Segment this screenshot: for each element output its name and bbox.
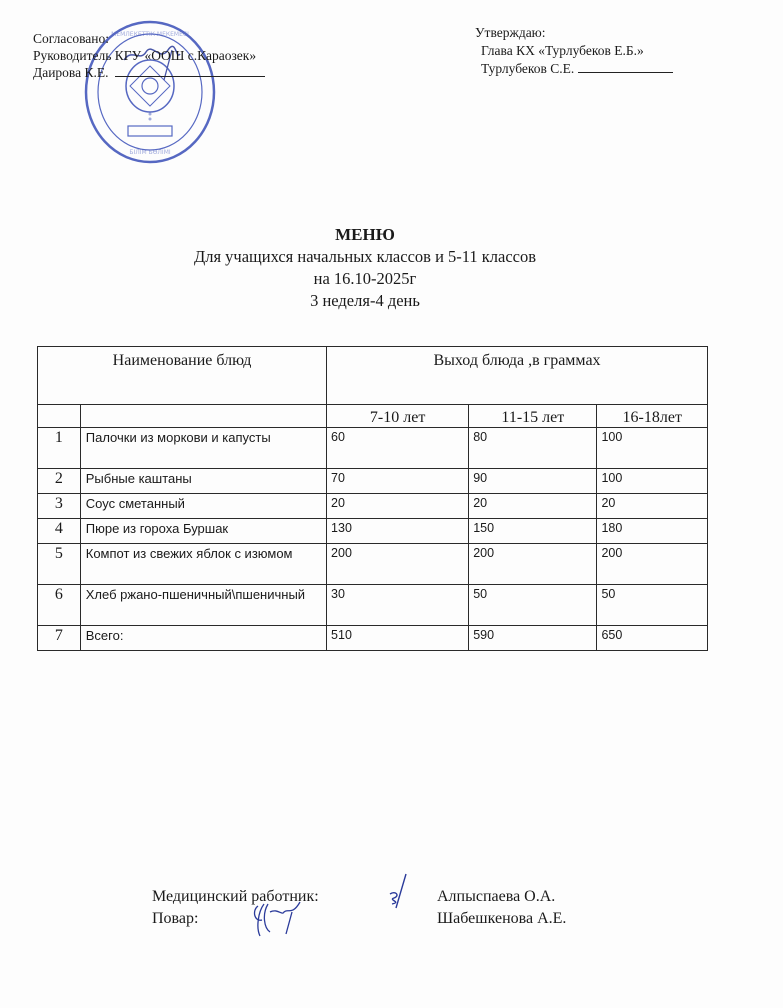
approve-label: Утверждаю: xyxy=(475,25,546,40)
svg-text:БІЛІМ БӨЛІМІ: БІЛІМ БӨЛІМІ xyxy=(129,149,171,156)
table-row xyxy=(38,469,708,494)
empty-cell xyxy=(38,405,81,428)
dish-name: Соус сметанный xyxy=(80,494,326,519)
cook-role: Повар: xyxy=(152,910,199,927)
dish-name: Рыбные каштаны xyxy=(80,469,326,494)
grams-16-18: 200 xyxy=(597,544,708,585)
grams-16-18: 50 xyxy=(597,585,708,626)
row-number: 4 xyxy=(38,519,81,544)
school-head-name: Даирова К.Е. xyxy=(33,65,109,80)
menu-date: на 16.10-2025г xyxy=(313,269,417,288)
row-number: 5 xyxy=(38,544,81,585)
row-number: 1 xyxy=(38,428,81,469)
signature-line xyxy=(115,65,265,77)
grams-16-18: 100 xyxy=(597,428,708,469)
grams-11-15: 80 xyxy=(469,428,597,469)
menu-subtitle: Для учащихся начальных классов и 5-11 классов xyxy=(193,247,537,266)
school-head-signature-line xyxy=(33,64,265,81)
age-group-7-10: 7-10 лет xyxy=(327,405,469,428)
signature-line xyxy=(578,61,673,73)
total-11-15: 590 xyxy=(469,626,597,651)
grams-11-15: 90 xyxy=(469,469,597,494)
table-row xyxy=(38,519,708,544)
agreement-block xyxy=(33,30,265,81)
row-number: 7 xyxy=(38,626,81,651)
dish-name: Хлеб ржано-пшеничный\пшеничный xyxy=(80,585,326,626)
grams-11-15: 50 xyxy=(469,585,597,626)
cook-signature-icon xyxy=(248,898,304,940)
total-16-18: 650 xyxy=(597,626,708,651)
grams-16-18: 180 xyxy=(597,519,708,544)
table-header-row xyxy=(38,347,708,405)
age-group-11-15: 11-15 лет xyxy=(469,405,597,428)
table-row xyxy=(38,585,708,626)
menu-title-block xyxy=(0,224,730,312)
menu-table xyxy=(37,346,708,651)
dish-name: Компот из свежих яблок с изюмом xyxy=(80,544,326,585)
grams-16-18: 100 xyxy=(597,469,708,494)
grams-7-10: 130 xyxy=(327,519,469,544)
row-number: 2 xyxy=(38,469,81,494)
farm-head-title: Глава КХ «Турлубеков Е.Б.» xyxy=(481,43,644,58)
table-row-total xyxy=(38,626,708,651)
medic-signature-icon xyxy=(384,872,414,912)
approval-block xyxy=(475,24,673,78)
grams-16-18: 20 xyxy=(597,494,708,519)
row-number: 6 xyxy=(38,585,81,626)
farm-head-signature-line xyxy=(475,60,673,78)
age-group-16-18: 16-18лет xyxy=(597,405,708,428)
age-group-row xyxy=(38,405,708,428)
dish-name: Палочки из моркови и капусты xyxy=(80,428,326,469)
medic-name: Алпыспаева О.А. xyxy=(437,888,556,905)
page-title: МЕНЮ xyxy=(335,225,395,244)
grams-11-15: 20 xyxy=(469,494,597,519)
output-header: Выход блюда ,в граммах xyxy=(327,347,708,405)
total-label: Всего: xyxy=(80,626,326,651)
medic-role: Медицинский работник: xyxy=(152,888,319,905)
grams-7-10: 20 xyxy=(327,494,469,519)
svg-text:МЕМЛЕКЕТТІК МЕКЕМЕСІ: МЕМЛЕКЕТТІК МЕКЕМЕСІ xyxy=(111,31,189,38)
row-number: 3 xyxy=(38,494,81,519)
grams-7-10: 30 xyxy=(327,585,469,626)
agreed-label: Согласовано: xyxy=(33,31,109,46)
grams-7-10: 200 xyxy=(327,544,469,585)
empty-cell xyxy=(80,405,326,428)
farm-head-name: Турлубеков С.Е. xyxy=(481,61,575,76)
grams-11-15: 200 xyxy=(469,544,597,585)
table-row xyxy=(38,494,708,519)
grams-7-10: 70 xyxy=(327,469,469,494)
total-7-10: 510 xyxy=(327,626,469,651)
school-head-title: Руководитель КГУ «ООШ с.Караозек» xyxy=(33,48,257,63)
table-row xyxy=(38,544,708,585)
dish-name-header: Наименование блюд xyxy=(38,347,327,405)
grams-7-10: 60 xyxy=(327,428,469,469)
table-row xyxy=(38,428,708,469)
cook-name: Шабешкенова А.Е. xyxy=(437,910,567,927)
menu-week-day: 3 неделя-4 день xyxy=(310,291,420,310)
dish-name: Пюре из гороха Буршак xyxy=(80,519,326,544)
grams-11-15: 150 xyxy=(469,519,597,544)
